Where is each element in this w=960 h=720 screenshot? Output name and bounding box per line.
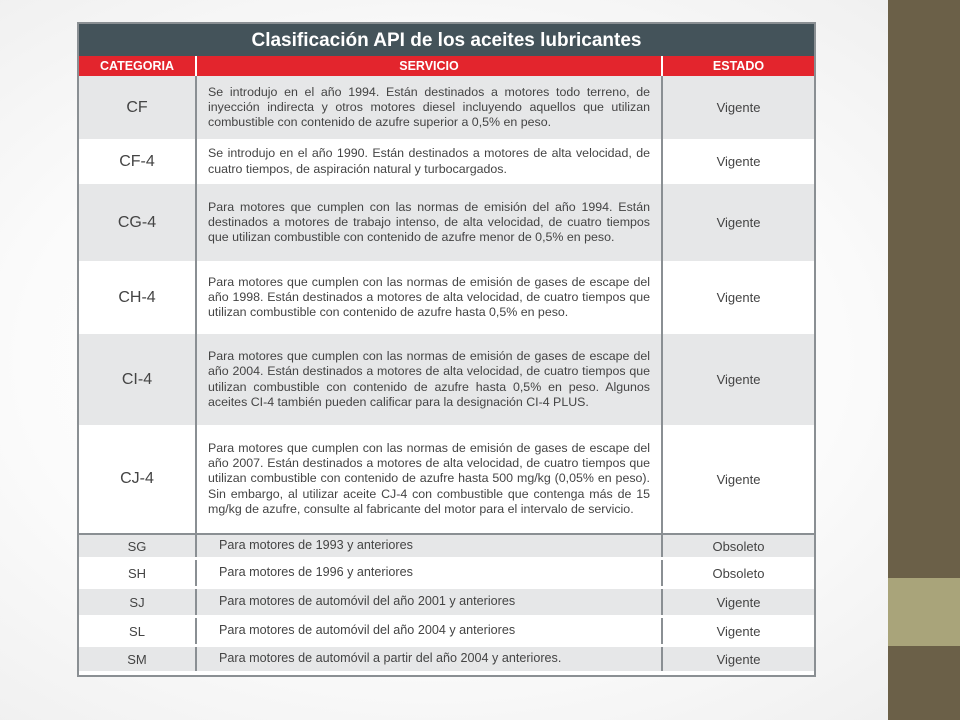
table-row (79, 425, 814, 533)
cell-categoria: CF-4 (119, 152, 155, 170)
cell-estado: Vigente (716, 100, 761, 115)
cell-estado: Vigente (716, 215, 761, 230)
cell-estado: Vigente (716, 471, 761, 487)
cell-categoria: SH (127, 565, 147, 581)
table-header-row (79, 56, 814, 76)
cell-estado: Obsoleto (712, 538, 765, 554)
cell-servicio: Se introdujo en el año 1990. Están destinados a motores de alta velocidad, de cuatro tiempos, de aspiración natural y turbocargados. (195, 139, 663, 184)
cell-categoria: CI-4 (121, 370, 153, 388)
table-row (79, 334, 814, 425)
slide-side-accent (888, 578, 960, 646)
cell-estado: Vigente (716, 623, 761, 639)
table-row (79, 618, 814, 644)
cell-servicio: Para motores que cumplen con las normas de emisión de gases de escape del año 1998. Están destinados a motores de alta velocidad, de cuatro tiempos que utilizan combustible con contenido de azufre hasta 0,5% en peso. (195, 261, 663, 334)
cell-estado: Vigente (716, 372, 761, 387)
cell-servicio: Para motores de automóvil del año 2004 y anteriores (195, 618, 663, 644)
cell-categoria: CJ-4 (120, 470, 154, 487)
table-row (79, 184, 814, 261)
header-categoria: CATEGORIA (99, 59, 175, 73)
cell-servicio: Para motores de automóvil a partir del año 2004 y anteriores. (195, 647, 663, 671)
table-row (79, 647, 814, 671)
cell-categoria: CH-4 (118, 288, 156, 306)
cell-servicio: Para motores de 1996 y anteriores (195, 560, 663, 586)
cell-categoria: CF (126, 98, 148, 116)
cell-estado: Vigente (716, 290, 761, 305)
cell-servicio: Para motores que cumplen con las normas de emisión de gases de escape del año 2007. Están destinados a motores de alta velocidad, de cuatro tiempos que utilizan combustible con contenido de azufre hasta 500 mg/kg (0,05% en peso). Sin embargo, al utilizar aceite CJ-4 con combustible que contenga más de 15 mg/kg de azufre, consulte al fabricante del motor para el intervalo de servicio. (195, 425, 663, 533)
api-classification-table (77, 22, 816, 677)
table-row (79, 76, 814, 139)
cell-estado: Vigente (716, 154, 761, 169)
table-row (79, 139, 814, 184)
cell-servicio: Para motores que cumplen con las normas de emisión del año 1994. Están destinados a motores de trabajo intenso, de alta velocidad, de cuatro tiempos que utilizan combustible con contenido de azufre menor de 0,5% en peso. (195, 184, 663, 261)
table-row (79, 535, 814, 557)
table-row (79, 261, 814, 334)
header-estado: ESTADO (712, 59, 765, 73)
table-row (79, 560, 814, 586)
cell-categoria: CG-4 (117, 213, 157, 231)
cell-servicio: Para motores de 1993 y anteriores (195, 535, 663, 557)
cell-estado: Obsoleto (712, 565, 765, 581)
cell-categoria: SG (127, 538, 147, 554)
cell-servicio: Para motores de automóvil del año 2001 y anteriores (195, 589, 663, 615)
cell-categoria: SL (129, 623, 145, 639)
cell-estado: Vigente (716, 594, 761, 610)
table-row (79, 589, 814, 615)
cell-categoria: SM (127, 651, 147, 667)
header-servicio: SERVICIO (195, 56, 663, 76)
cell-estado: Vigente (716, 651, 761, 667)
table-title: Clasificación API de los aceites lubricantes (79, 24, 814, 56)
cell-servicio: Para motores que cumplen con las normas de emisión de gases de escape del año 2004. Están destinados a motores de alta velocidad, de cuatro tiempos que utilizan combustible con contenido de azufre hasta 0,5% en peso. Algunos aceites CI-4 también pueden calificar para la designación CI-4 PLUS. (195, 334, 663, 425)
cell-categoria: SJ (129, 594, 145, 610)
table-body (79, 76, 814, 671)
cell-servicio: Se introdujo en el año 1994. Están destinados a motores todo terreno, de inyección indirecta y otros motores diesel incluyendo aquellos que utilizan combustible con contenido de azufre superior a 0,5% en peso. (195, 76, 663, 139)
